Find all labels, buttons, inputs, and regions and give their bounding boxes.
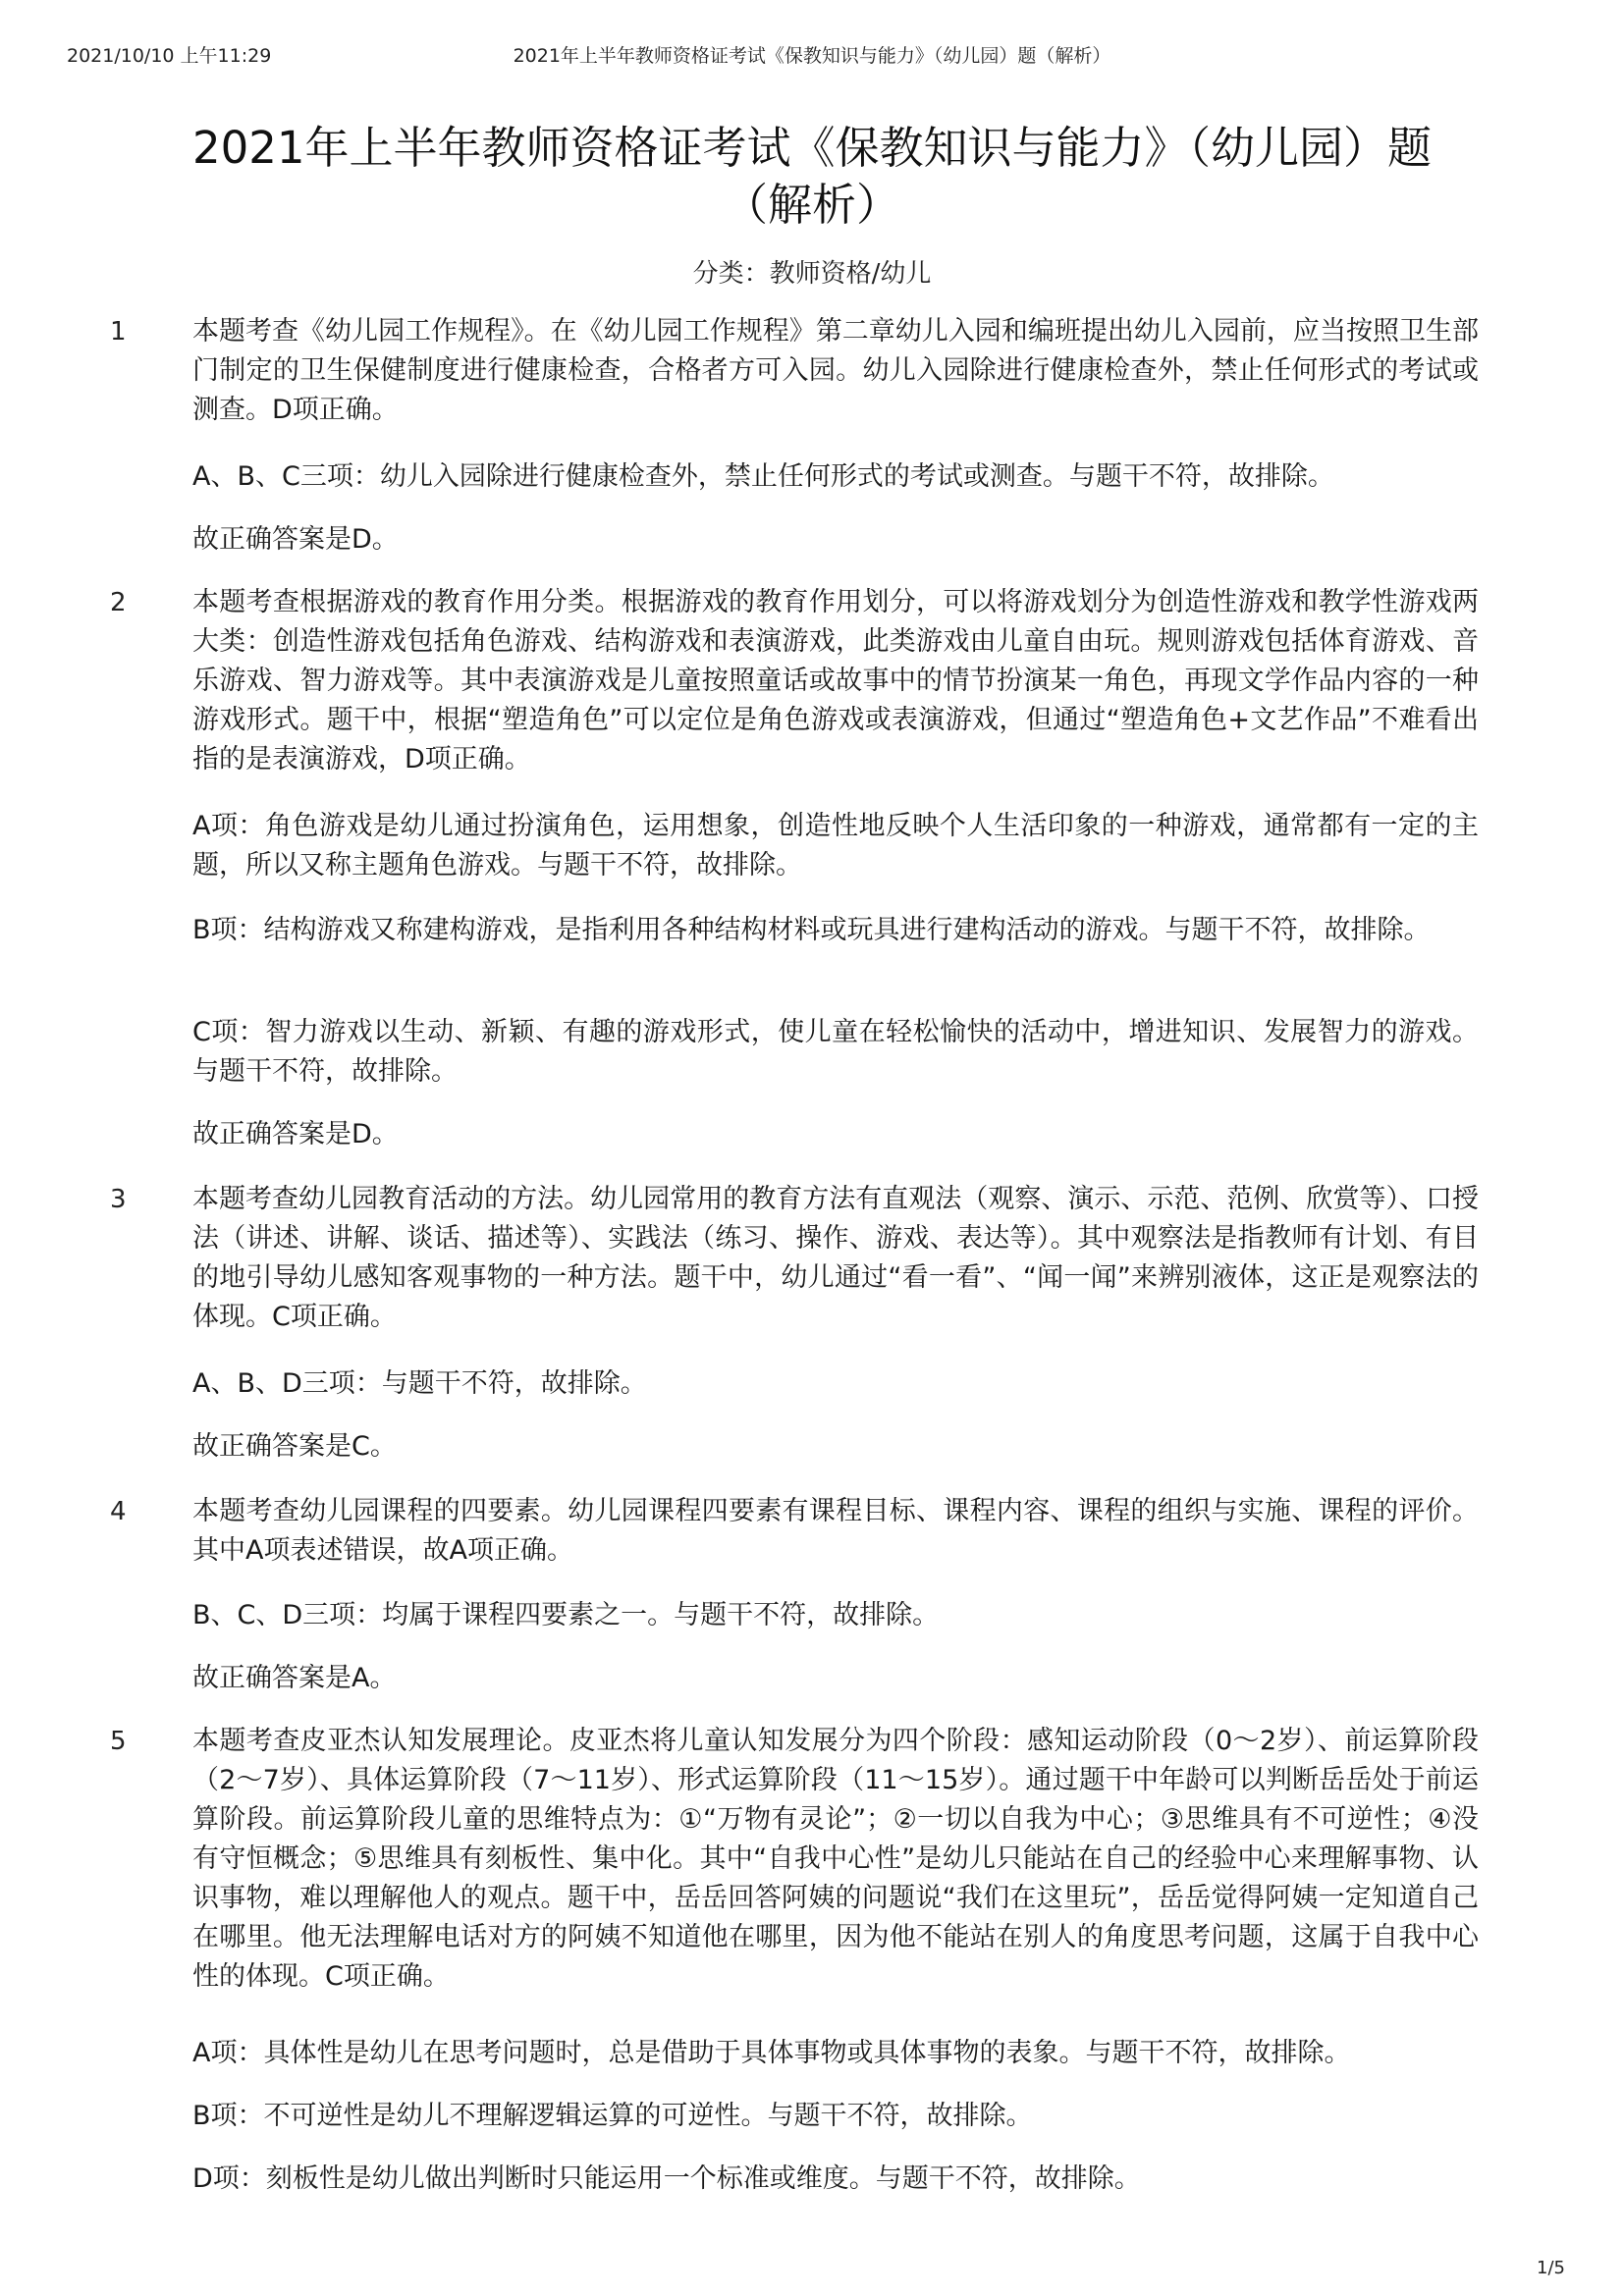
question-paragraph: 本题考查皮亚杰认知发展理论。皮亚杰将儿童认知发展分为四个阶段：感知运动阶段（0～2岁）、前运算阶段（2～7岁）、具体运算阶段（7～11岁）、形式运算阶段（11～15岁）。通过题干中年龄可以判断岳岳处于前运算阶段。前运算阶段儿童的思维特点为：①“万物有灵论”；②一切以自我为中心；③思维具有不可逆性；④没有守恒概念；⑤思维具有刻板性、集中化。其中“自我中心性”是幼儿只能站在自己的经验中心来理解事物、认识事物，难以理解他人的观点。题干中，岳岳回答阿姨的问题说“我们在这里玩”，岳岳觉得阿姨一定知道自己在哪里。他无法理解电话对方的阿姨不知道他在哪里，因为他不能站在别人的角度思考问题，这属于自我中心性的体现。C项正确。 xyxy=(192,1726,1479,1992)
question-paragraph: A项：具体性是幼儿在思考问题时，总是借助于具体事物或具体事物的表象。与题干不符，故排除。 xyxy=(192,2038,1351,2068)
question-paragraph: A项：角色游戏是幼儿通过扮演角色，运用想象，创造性地反映个人生活印象的一种游戏，通常都有一定的主题，所以又称主题角色游戏。与题干不符，故排除。 xyxy=(192,811,1479,881)
question-paragraph: B、C、D三项：均属于课程四要素之一。与题干不符，故排除。 xyxy=(192,1600,940,1630)
question-paragraph: 本题考查《幼儿园工作规程》。在《幼儿园工作规程》第二章幼儿入园和编班提出幼儿入园前，应当按照卫生部门制定的卫生保健制度进行健康检查，合格者方可入园。幼儿入园除进行健康检查外，禁止任何形式的考试或测查。D项正确。 xyxy=(192,316,1479,425)
page-title-line2: （解析） xyxy=(723,179,900,231)
category-label: 分类：教师资格/幼儿 xyxy=(692,259,932,289)
question-paragraph: 故正确答案是D。 xyxy=(192,524,399,555)
question-paragraph: B项：不可逆性是幼儿不理解逻辑运算的可逆性。与题干不符，故排除。 xyxy=(192,2101,1033,2131)
question-number: 5 xyxy=(110,1727,127,1756)
question-paragraph: A、B、D三项：与题干不符，故排除。 xyxy=(192,1368,647,1399)
page-number: 1/5 xyxy=(1537,2258,1565,2278)
question-paragraph: 本题考查幼儿园教育活动的方法。幼儿园常用的教育方法有直观法（观察、演示、示范、范例、欣赏等）、口授法（讲述、讲解、谈话、描述等）、实践法（练习、操作、游戏、表达等）。其中观察法是指教师有计划、有目的地引导幼儿感知客观事物的一种方法。题干中，幼儿通过“看一看”、“闻一闻”来辨别液体，这正是观察法的体现。C项正确。 xyxy=(192,1184,1479,1332)
question-paragraph: 故正确答案是D。 xyxy=(192,1119,399,1149)
question-paragraph: 故正确答案是A。 xyxy=(192,1663,397,1693)
question-paragraph: 故正确答案是C。 xyxy=(192,1431,397,1462)
question-paragraph: D项：刻板性是幼儿做出判断时只能运用一个标准或维度。与题干不符，故排除。 xyxy=(192,2163,1141,2194)
page-title-line1: 2021年上半年教师资格证考试《保教知识与能力》（幼儿园）题 xyxy=(191,122,1433,174)
question-paragraph: 本题考查根据游戏的教育作用分类。根据游戏的教育作用划分，可以将游戏划分为创造性游戏和教学性游戏两大类：创造性游戏包括角色游戏、结构游戏和表演游戏，此类游戏由儿童自由玩。规则游戏包括体育游戏、音乐游戏、智力游戏等。其中表演游戏是儿童按照童话或故事中的情节扮演某一角色，再现文学作品内容的一种游戏形式。题干中，根据“塑造角色”可以定位是角色游戏或表演游戏，但通过“塑造角色+文艺作品”不难看出指的是表演游戏，D项正确。 xyxy=(192,587,1479,774)
page-title xyxy=(88,120,1536,234)
question-number: 2 xyxy=(110,588,127,617)
question-paragraph: 本题考查幼儿园课程的四要素。幼儿园课程四要素有课程目标、课程内容、课程的组织与实施、课程的评价。其中A项表述错误，故A项正确。 xyxy=(192,1496,1479,1566)
header-doc-title: 2021年上半年教师资格证考试《保教知识与能力》（幼儿园）题（解析） xyxy=(513,45,1111,67)
question-number: 3 xyxy=(110,1185,127,1214)
question-number: 4 xyxy=(110,1497,127,1526)
question-number: 1 xyxy=(110,317,127,347)
question-paragraph: C项：智力游戏以生动、新颖、有趣的游戏形式，使儿童在轻松愉快的活动中，增进知识、发展智力的游戏。与题干不符，故排除。 xyxy=(192,1017,1479,1087)
question-paragraph: A、B、C三项：幼儿入园除进行健康检查外，禁止任何形式的考试或测查。与题干不符，故排除。 xyxy=(192,461,1334,492)
question-paragraph: B项：结构游戏又称建构游戏，是指利用各种结构材料或玩具进行建构活动的游戏。与题干不符，故排除。 xyxy=(192,915,1431,945)
header-datetime: 2021/10/10 上午11:29 xyxy=(67,45,272,67)
